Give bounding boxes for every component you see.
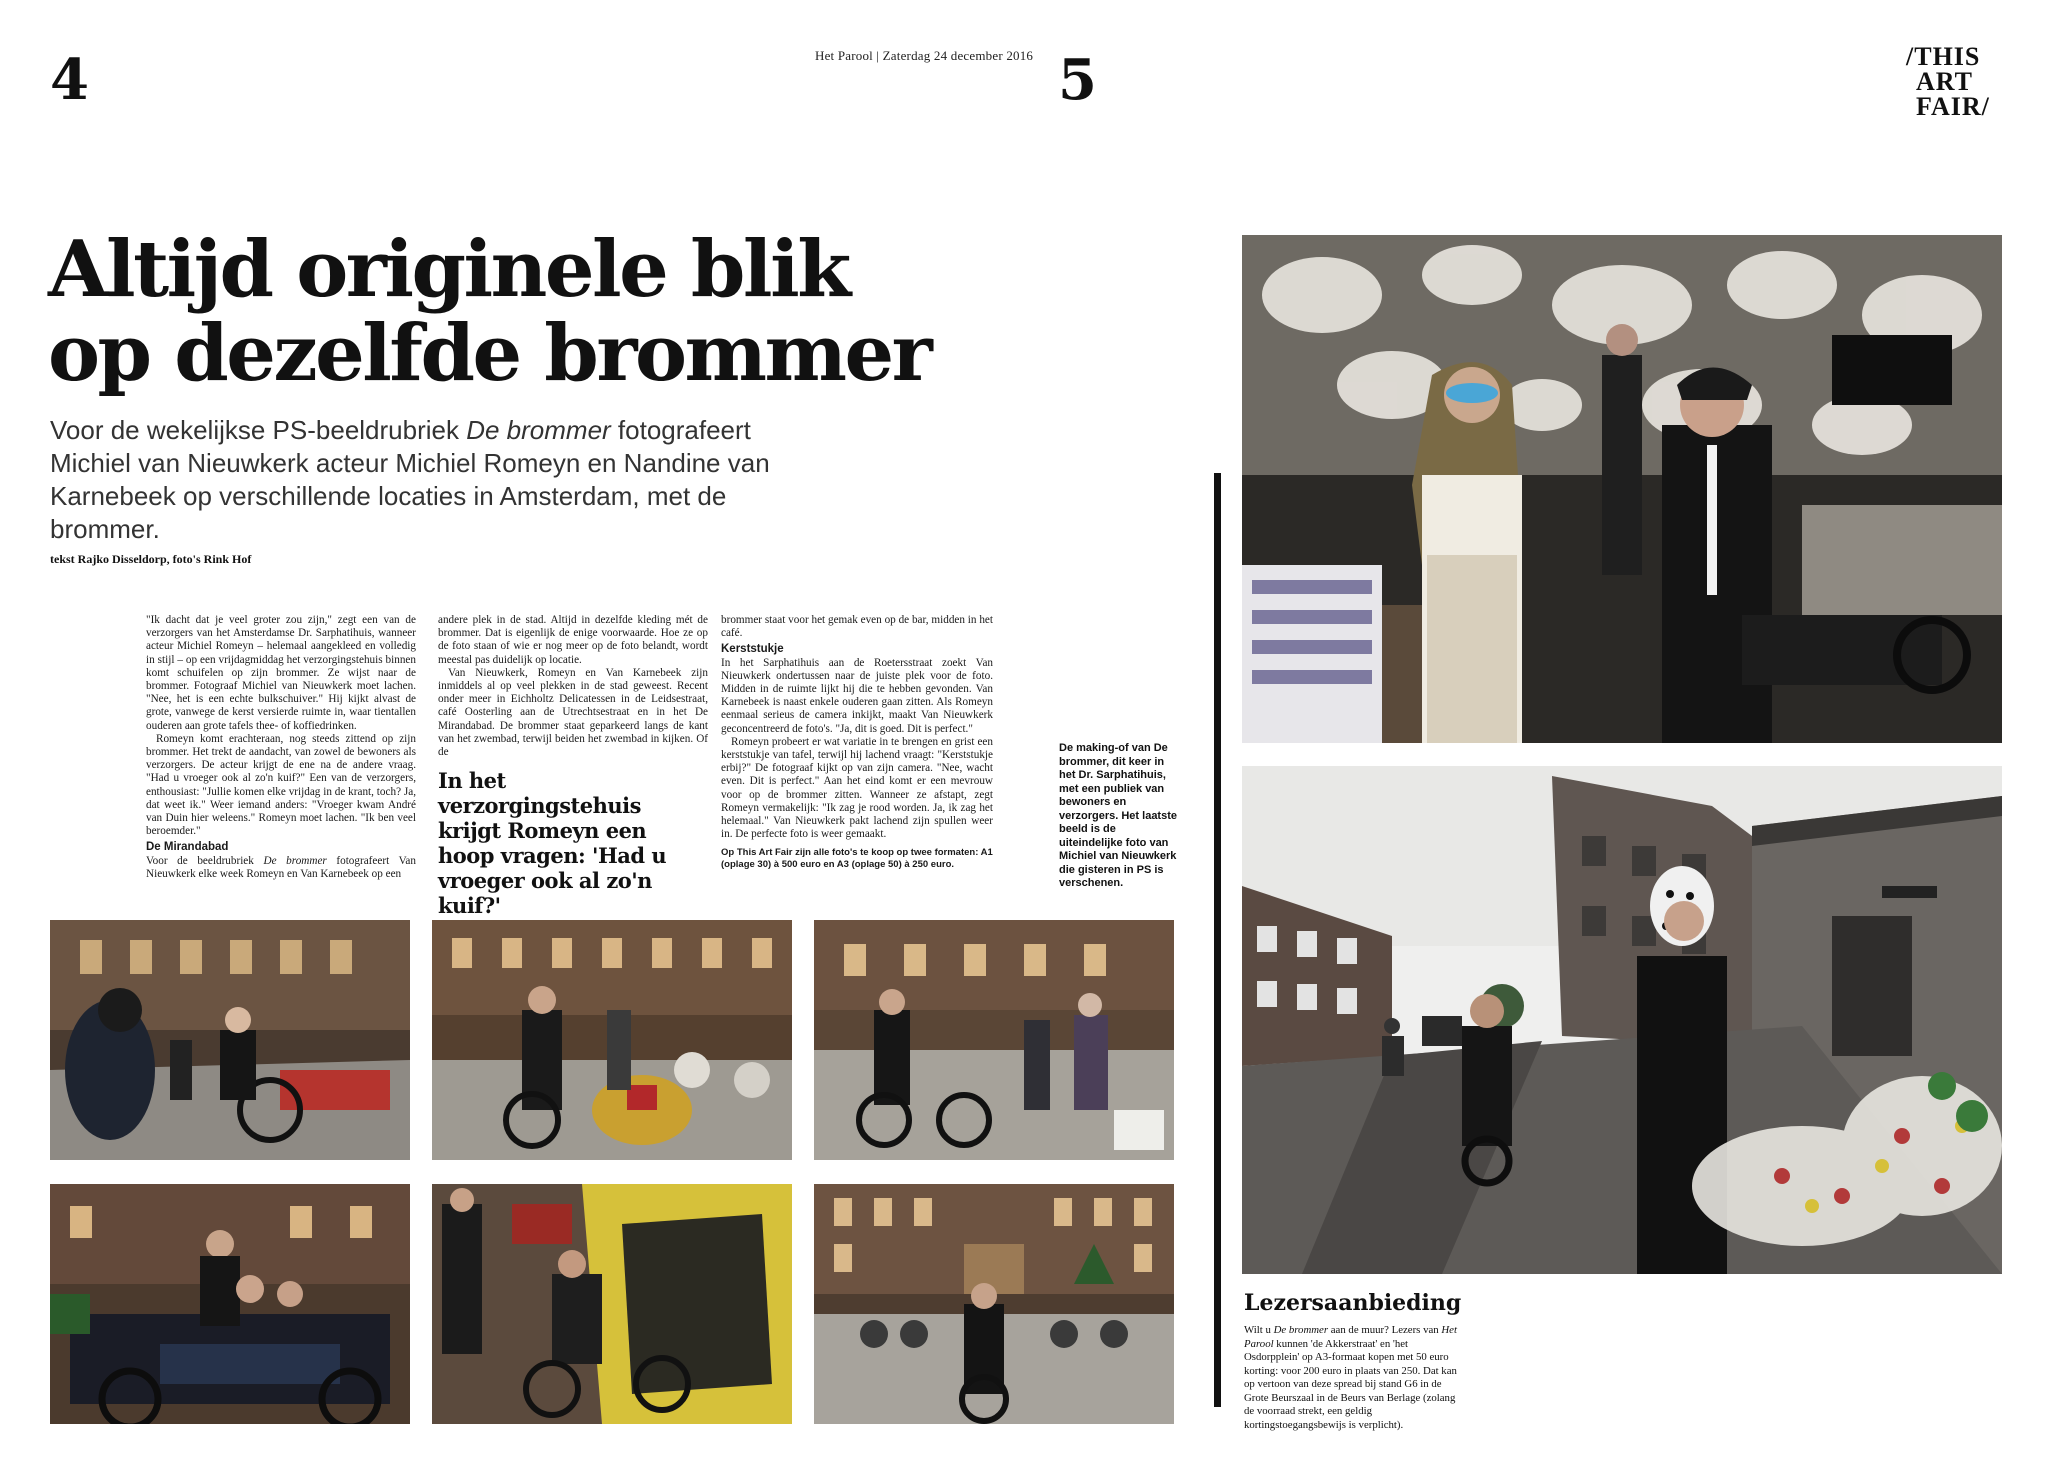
vertical-rule [1214,473,1221,1407]
paragraph-emphasis: De brommer [263,854,327,867]
standfirst-emphasis: De brommer [466,415,611,445]
photo-4-image [50,1184,410,1424]
paragraph [146,855,416,881]
headline-line-2: op dezelfde brommer [48,308,931,399]
photo-5-image [432,1184,792,1424]
article-column-3 [721,614,993,871]
reader-offer-emphasis: De brommer [1273,1324,1329,1336]
reader-offer-emphasis: Het Parool [1244,1324,1457,1350]
making-of-photo-6 [814,1184,1174,1424]
chandelier-shop-photo [1242,235,2002,743]
paragraph: Van Nieuwkerk, Romeyn en Van Karnebeek zijn inmiddels al op veel plekken in de stad geweest. Recent onder meer in Eichholtz Delicatessen in de Leidsestraat, café Oosterling aan de Utrechtsestraat en in het De Mirandabad. De brommer staat geparkeerd langs de kant van het zwembad, terwijl beiden het zwembad in kijken. Of de [438,666,708,759]
photo-1-image [50,920,410,1160]
paragraph: In het Sarphatihuis aan de Roetersstraat zoekt Van Nieuwkerk ondertussen naar de juiste plek voor de foto. Midden in de ruimte lijkt hij die te hebben gevonden. Van Karnebeek is naast enkele ouderen gaan zitten. Als Romeyn eenmaal serieus de camera inkijkt, maakt Van Nieuwkerk geconcentreerd de foto's. "Ja, dit is goed. Dit is perfect." [721,656,993,735]
paragraph: Romeyn probeert er wat variatie in te brengen en grist een kerststukje van tafel, terwijl hij lachend vraagt: "Kerststukje erbij?" De fotograaf kijkt op van zijn camera. "Nee, wacht even. Dit is perfect." Aan het eind komt er een mevrouw voor op de brommer zitten. Wanneer ze afstapt, zegt Romeyn vermakelijk: "Ik zag je rood worden. Ja, ik zag het helemaal." Van Nieuwkerk pakt lachend zijn spullen weer in. De perfecte foto is weer gemaakt. [721,735,993,841]
making-of-photo-3 [814,920,1174,1160]
paragraph: Romeyn komt erachteraan, nog steeds zittend op zijn brommer. Het trekt de aandacht, van zowel de bewoners als verzorgers. De acteur krijgt de ene na de andere vraag. "Had u vroeger ook al zo'n kuif?" Een van de verzorgers, enthousiast: "Jullie komen elke vrijdag in de krant, toch? Ja, dat weet ik." Weer iemand anders: "Vroeger kwam André van Duin hier weleens." Romeyn moet lachen. "Ik ben veel beroemder." [146,732,416,838]
standfirst-text-2: fotografeert Michiel van Nieuwkerk acteur Michiel Romeyn en Nandine van Karnebeek op verschillende locaties in Amsterdam, met de brommer. [50,415,770,544]
making-of-photo-2 [432,920,792,1160]
logo-line-3: FAIR/ [1916,92,1990,121]
reader-offer-title: Lezersaanbieding [1244,1290,1462,1316]
photo-caption: De making-of van De brommer, dit keer in het Dr. Sarphatihuis, met een publiek van bewoners en verzorgers. Het laatste beeld is de uiteindelijke foto van Michiel van Nieuwkerk die gisteren in PS is verschenen. [1059,742,1177,889]
article-column-1 [146,614,416,881]
logo-line-1: /THIS [1906,42,1981,71]
photo-2-image [432,920,792,1160]
making-of-photo-4 [50,1184,410,1424]
article-column-2 [438,614,708,759]
making-of-photo-5 [432,1184,792,1424]
standfirst [50,414,795,546]
sales-offer: Op This Art Fair zijn alle foto's te koop op twee formaten: A1 (oplage 30) à 500 euro en A3 (oplage 50) à 250 euro. [721,847,993,871]
reader-offer-body [1244,1324,1466,1432]
headline [48,224,948,399]
this-art-fair-logo [1906,44,1990,119]
street-scene-image [1242,766,2002,1274]
subhead: De Mirandabad [146,841,229,854]
reader-offer-text: Wilt u [1244,1324,1274,1336]
left-page-number: 4 [50,47,89,113]
headline-line-1: Altijd originele blik [48,224,849,315]
paragraph-part: Voor de beeldrubriek [146,854,264,867]
logo-line-2: ART [1916,67,1973,96]
reader-offer-text: kunnen 'de Akkerstraat' en 'het Osdorpplein' op A3-formaat kopen met 50 euro korting: voor 200 euro in plaats van 250. Dat kan op vertoon van deze spread bij stand G6 in de Grote Beurszaal in de Beurs van Berlage (zolang de voorraad strekt, een geldig kortingstoegangsbewijs is verplicht). [1244,1337,1457,1431]
photo-3-image [814,920,1174,1160]
paragraph: brommer staat voor het gemak even op de bar, midden in het café. [721,614,993,640]
reader-offer-text: aan de muur? Lezers van [1328,1324,1442,1336]
masthead: Het Parool | Zaterdag 24 december 2016 [815,48,1034,63]
photo-6-image [814,1184,1174,1424]
paragraph-part: fotografeert Van Nieuwkerk elke week Romeyn en Van Karnebeek op een [146,854,416,880]
pull-quote: In het verzorgingstehuis krijgt Romeyn een hoop vragen: 'Had u vroeger ook al zo'n kuif?' [438,768,667,918]
subhead: Kerststukje [721,643,784,656]
standfirst-text-1: Voor de wekelijkse PS-beeldrubriek [50,415,467,445]
byline-credit: tekst Rajko Disseldorp, foto's Rink Hof [50,552,252,566]
paragraph: andere plek in de stad. Altijd in dezelfde kleding mét de brommer. Dat is eigenlijk de enige voorwaarde. Hoe ze op de foto staan of wie er nog meer op de foto belandt, wordt meestal pas duidelijk op locatie. [438,614,708,666]
chandelier-shop-image [1242,235,2002,743]
paragraph: "Ik dacht dat je veel groter zou zijn," zegt een van de verzorgers van het Amsterdamse Dr. Sarphatihuis, wanneer acteur Michiel Romeyn – helemaal aangekleed en volledig in stijl – op een vrijdagmiddag het verzorgingstehuis binnen komt schuifelen op zijn brommer. Ze wijst naar de brommer. Fotograaf Michiel van Nieuwkerk moet lachen. "Nee, het is een echte bulkschuiver." Hij kijkt alvast de grote, vanwege de kerst versierde ruimte in, waar tientallen ouderen aan grote tafels thee- of koffiedrinken. [146,614,416,732]
right-page-number: 5 [1058,47,1097,113]
making-of-photo-1 [50,920,410,1160]
street-scene-photo [1242,766,2002,1274]
